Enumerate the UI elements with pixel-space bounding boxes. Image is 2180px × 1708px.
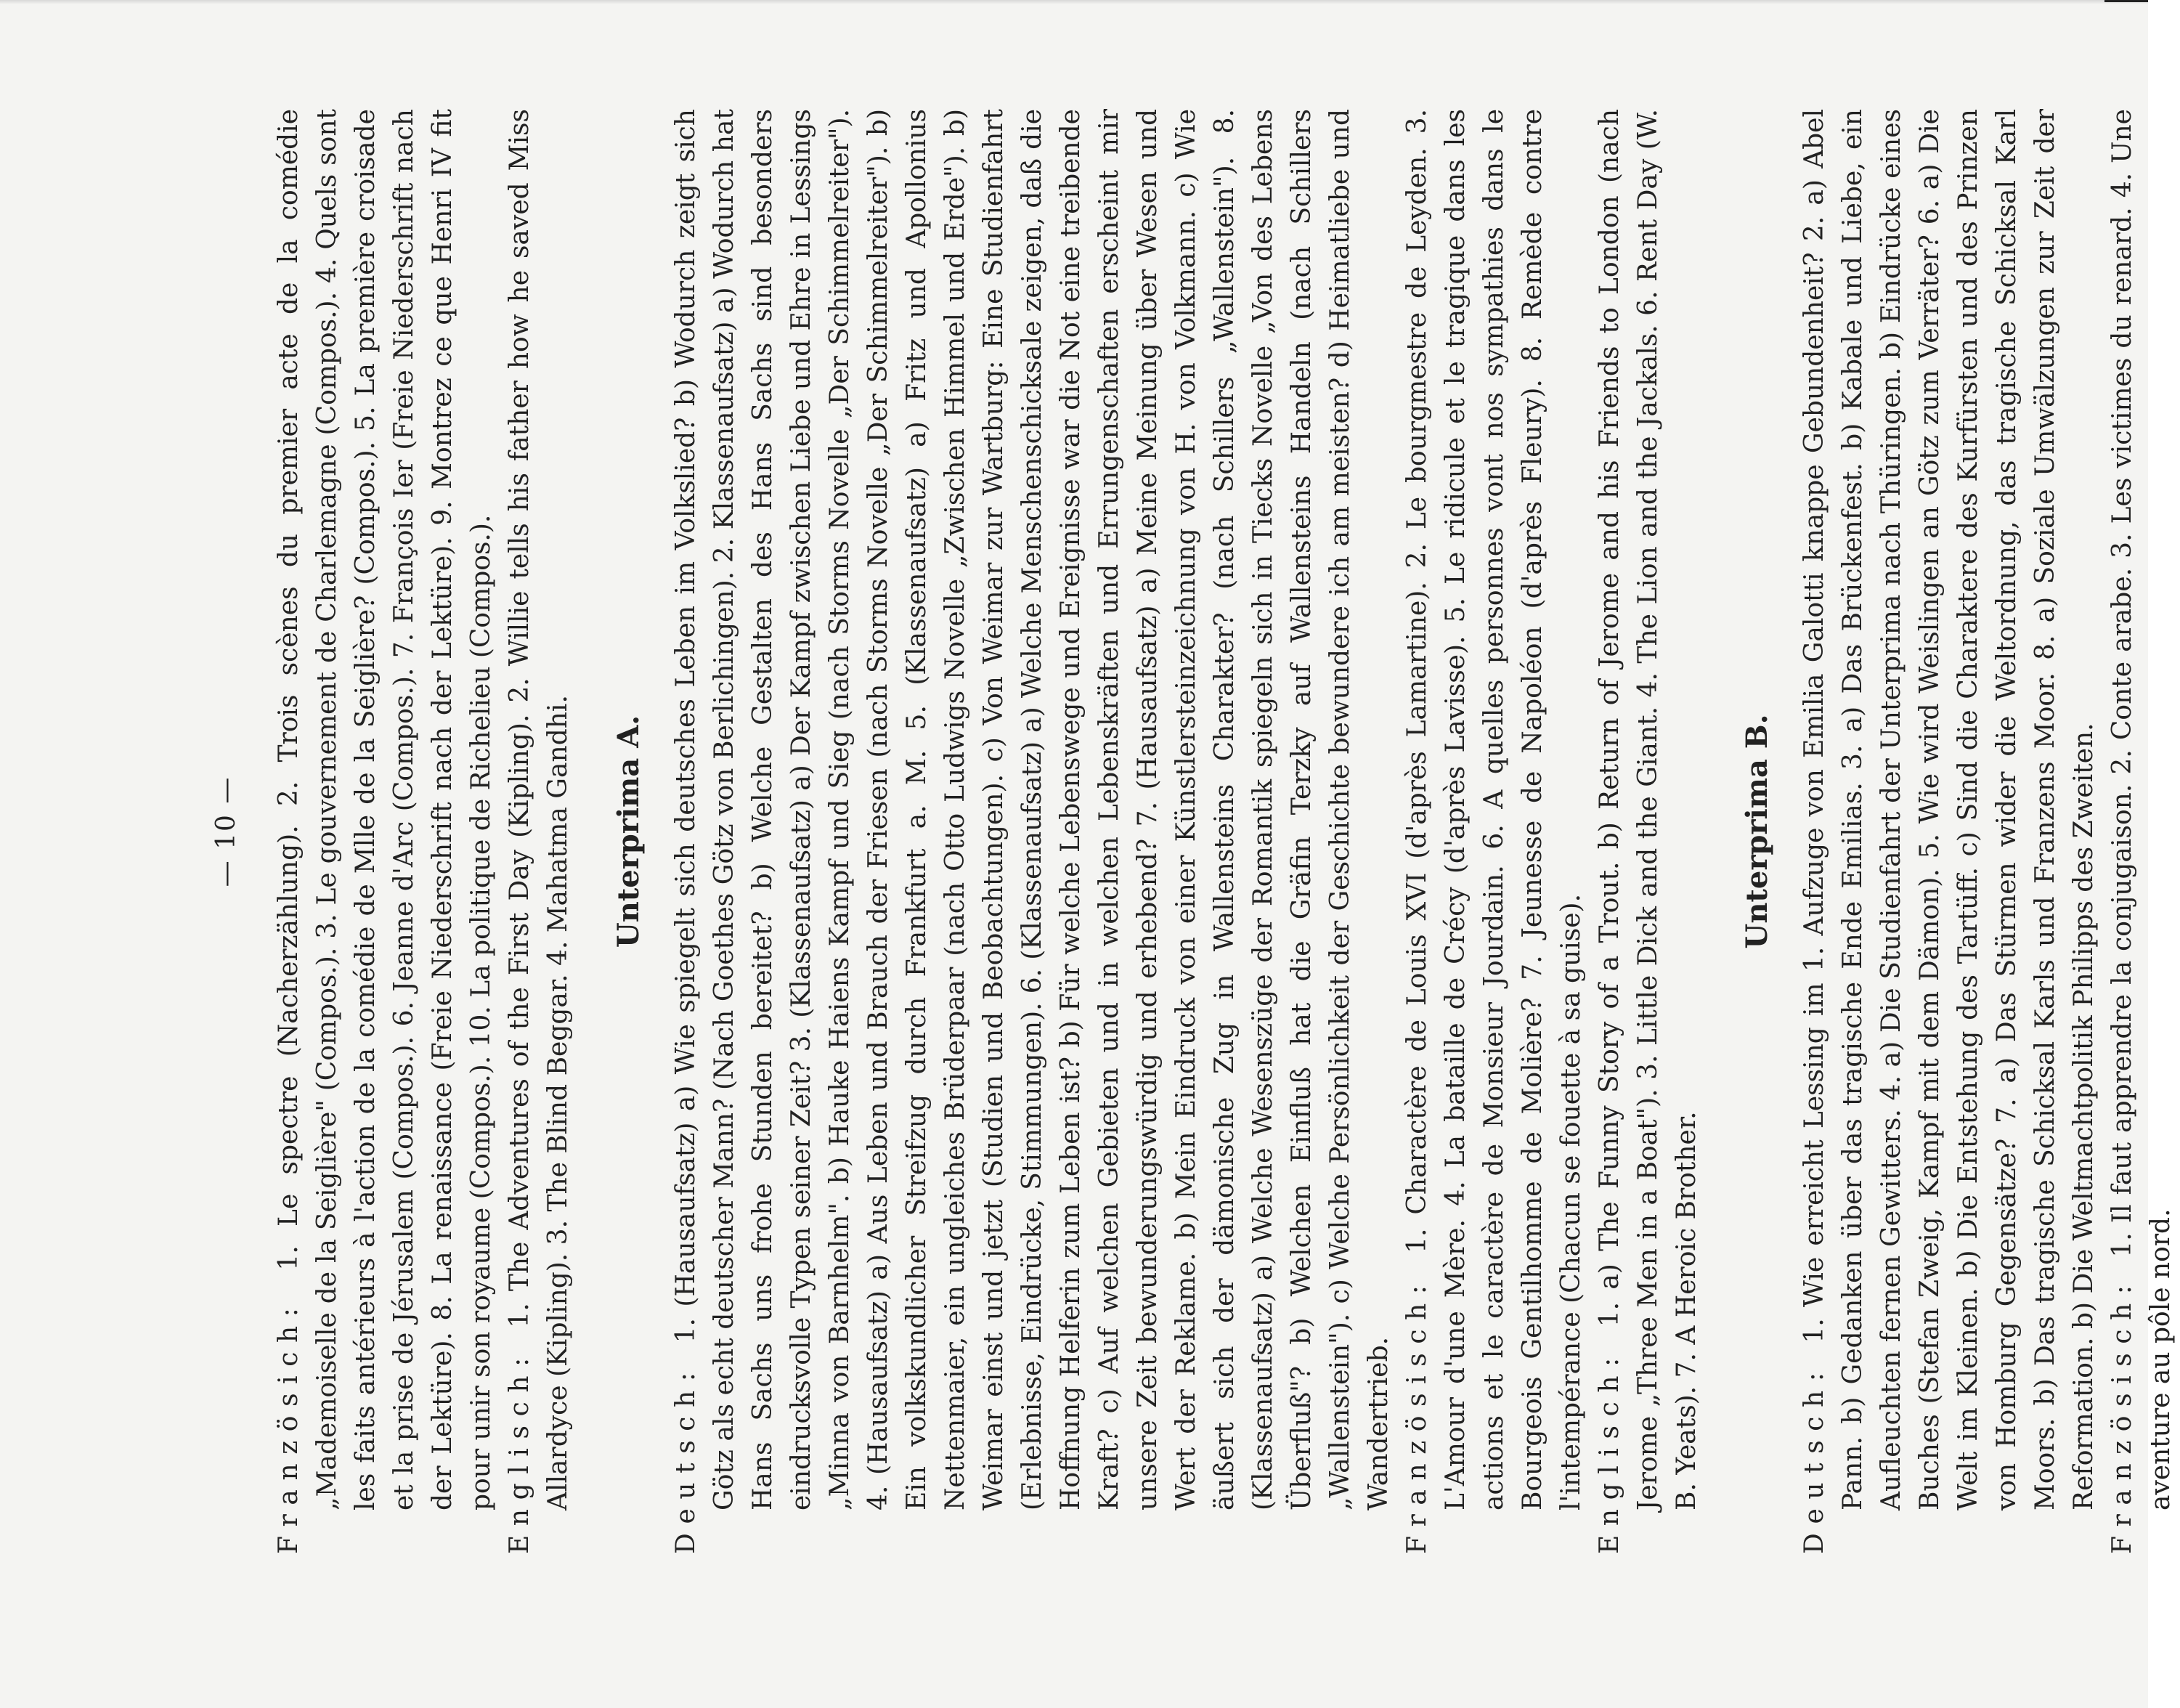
section-lang-label: Deutsch: [1799, 1343, 1829, 1554]
section-text: 1. (Hausaufsatz) a) Wie spiegelt sich deutsches Leben im Volkslied? b) Wodurch zeigt sich Götz als echt deutscher Mann? (Nach Goethes Götz von Berlichingen). 2. Klassenaufsatz) a) Wodurch hat Hans Sachs uns frohe Stunden bereitet? b) Welche Gestalten des Hans Sachs sind besonders eindrucksvolle Typen seiner Zeit? 3. (Klassenaufsatz) a) Der Kampf zwischen Liebe und Ehre in Lessings „Minna von Barnhelm". b) Hauke Haiens Kampf und Sieg (nach Storms Novelle „Der Schimmelreiter"). 4. (Hausaufsatz) a) Aus Leben und Brauch der Friesen (nach Storms Novelle „Der Schimmelreiter"). b) Ein volkskundlicher Streifzug durch Frankfurt a. M. 5. (Klassenaufsatz) a) Fritz und Apollonius Nettenmaier, ein ungleiches Brüderpaar (nach Otto Ludwigs Novelle „Zwischen Himmel und Erde"). b) Weimar einst und jetzt (Studien und Beobachtungen). c) Von Weimar zur Wartburg: Eine Studienfahrt (Erlebnisse, Eindrücke, Stimmungen). 6. (Klassenaufsatz) a) Welche Menschenschicksale zeigen, daß die Hoffnung Helferin zum Leben ist? b) Für welche Lebenswege und Ereignisse war die Not eine treibende Kraft? c) Auf welchen Gebieten und in welchen Lebenskräften und Errungenschaften erscheint mir unsere Zeit bewunderungswürdig und erhebend? 7. (Hausaufsatz) a) Meine Meinung über Wesen und Wert der Reklame. b) Mein Eindruck von einer Künstlersteinzeichnung von H. von Volkmann. c) Wie äußert sich der dämonische Zug in Wallensteins Charakter? (nach Schillers „Wallenstein"). 8. (Klassenaufsatz) a) Welche Wesenszüge der Romantik spiegeln sich in Tiecks Novelle „Von des Lebens Überfluß"? b) Welchen Einfluß hat die Gräfin Terzky auf Wallensteins Handeln (nach Schillers „Wallenstein"). c) Welche Persönlichkeit der Geschichte bewundere ich am meisten? d) Heimatliebe und Wandertrieb. [671, 109, 1394, 1510]
section-deutsch-b [1795, 109, 2103, 1554]
rotated-page-content [207, 108, 2176, 1554]
section-text: 1. Wie erreicht Lessing im 1. Aufzuge von Emilia Galotti knappe Gebundenheit? 2. a) Abel Pann. b) Gedanken über das tragische Ende Emilias. 3. a) Das Brückenfest. b) Kabale und Liebe, ein Aufleuchten fernen Gewitters. 4. a) Die Studienfahrt der Unterprima nach Thüringen. b) Eindrücke eines Buches (Stefan Zweig, Kampf mit dem Dämon). 5. Wie wird Weislingen an Götz zum Verräter? 6. a) Die Welt im Kleinen. b) Die Entstehung des Tartüff. c) Sind die Charaktere des Kurfürsten und des Prinzen von Homburg Gegensätze? 7. a) Das Stürmen wider die Weltordnung, das tragische Schicksal Karl Moors. b) Das tragische Schicksal Karls und Franzens Moor. 8. a) Soziale Umwälzungen zur Zeit der Reformation. b) Die Weltmachtpolitik Philipps des Zweiten. [1799, 109, 2099, 1510]
page-number: — 10 — [211, 776, 241, 887]
section-franzoesisch-b [2103, 109, 2180, 1554]
section-franzoesisch-upper [269, 109, 500, 1554]
section-text: 1. Charactère de Louis XVI (d'après Lamartine). 2. Le bourgmestre de Leyden. 3. L'Amour d'une Mère. 4. La bataille de Crécy (d'après Lavisse). 5. Le ridicule et le tragique dans les actions et le caractère de Monsieur Jourdain. 6. A quelles personnes vont nos sympathies dans le Bourgeois Gentilhomme de Molière? 7. Jeunesse de Napoléon (d'après Fleury). 8. Remède contre l'intempérance (Chacun se fouette à sa guise). [1402, 109, 1586, 1510]
section-lang-label: Deutsch: [671, 1343, 701, 1554]
scan-corner-mark [2104, 0, 2148, 2]
section-text: 1. The Adventures of the First Day (Kipling). 2. Willie tells his father how he saved Miss Allardyce (Kipling). 3. The Blind Beggar. 4. Mahatma Gandhi. [505, 109, 573, 1510]
page-body [207, 109, 2180, 1554]
section-franzoesisch-a [1398, 109, 1590, 1554]
section-text: 1. Le spectre (Nacherzählung). 2. Trois scènes du premier acte de la comédie „Mademoiselle de la Seiglière" (Compos.). 3. Le gouvernement de Charlemagne (Compos.). 4. Quels sont les faits antérieurs à l'action de la comédie de Mlle de la Seiglière? (Compos.). 5. La première croisade et la prise de Jérusalem (Compos.). 6. Jeanne d'Arc (Compos.). 7. François Ier (Freie Niederschrift nach der Lektüre). 8. La renaissance (Freie Niederschrift nach der Lektüre). 9. Montrez ce que Henri IV fit pour unir son royaume (Compos.). 10. La politique de Richelieu (Compos.). [274, 108, 496, 1510]
section-englisch-a [1590, 109, 1706, 1554]
section-lang-label: Französisch: [2107, 1257, 2137, 1554]
heading-unterprima-b: Unterprima B. [1740, 714, 1774, 949]
section-englisch-upper [500, 109, 577, 1554]
scan-edge-shadow [0, 0, 2148, 4]
section-text: 1. Il faut apprendre la conjugaison. 2. Conte arabe. 3. Les victimes du renard. 4. Une aventure au pôle nord. [2107, 109, 2176, 1510]
section-lang-label: Englisch: [505, 1327, 534, 1554]
section-lang-label: Englisch: [1595, 1327, 1624, 1554]
section-deutsch-a [667, 109, 1398, 1554]
heading-unterprima-a: Unterprima A. [611, 715, 646, 948]
section-text: 1. a) The Funny Story of a Trout. b) Return of Jerome and his Friends to London (nach Jerome „Three Men in a Boat"). 3. Little Dick and the Giant. 4. The Lion and the Jackals. 6. Rent Day (W. B. Yeats). 7. A Heroic Brother. [1595, 108, 1701, 1510]
section-lang-label: Französich: [274, 1270, 304, 1554]
section-lang-label: Französisch: [1402, 1253, 1432, 1554]
